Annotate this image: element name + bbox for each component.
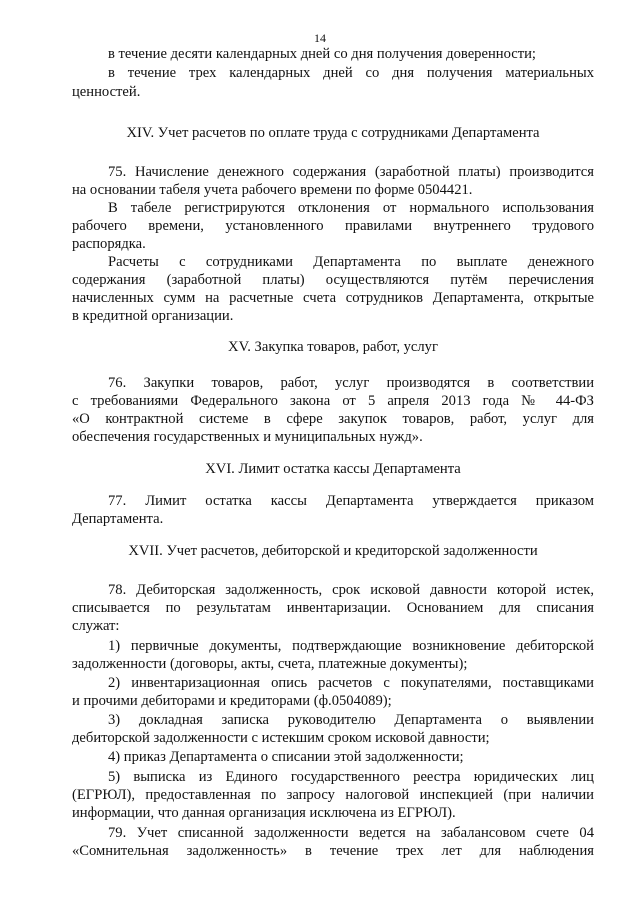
text-line: в течение десяти календарных дней со дня получения доверенности; bbox=[108, 46, 536, 62]
list-item: 1) первичные документы, подтверждающие возникновение дебиторской bbox=[108, 638, 594, 654]
text-line: начисленных сумм на расчетные счета сотрудников Департамента, открытые bbox=[72, 290, 594, 306]
text-line: содержания (заработной платы) осуществляются путём перечисления bbox=[72, 272, 594, 288]
text-line: «Сомнительная задолженность» в течение трех лет для наблюдения bbox=[72, 843, 594, 859]
text-line: на основании табеля учета рабочего времени по форме 0504421. bbox=[72, 182, 473, 198]
text-line: (ЕГРЮЛ), предоставленная по запросу налоговой инспекцией (при наличии bbox=[72, 787, 594, 803]
text-line: дебиторской задолженности с истекшим сроком исковой давности; bbox=[72, 730, 490, 746]
text-line: задолженности (договоры, акты, счета, платежные документы); bbox=[72, 656, 468, 672]
text-line: распорядка. bbox=[72, 236, 146, 252]
text-line: 78. Дебиторская задолженность, срок исковой давности которой истек, bbox=[108, 582, 594, 598]
text-line: рабочего времени, установленного правилами внутреннего трудового bbox=[72, 218, 594, 234]
text-line: и прочими дебиторами и кредиторами (ф.0504089); bbox=[72, 693, 392, 709]
section-heading-xvi: XVI. Лимит остатка кассы Департамента bbox=[205, 461, 461, 477]
text-line: с требованиями Федерального закона от 5 апреля 2013 года № 44-ФЗ bbox=[72, 393, 594, 409]
text-line: 75. Начисление денежного содержания (заработной платы) производится bbox=[108, 164, 594, 180]
text-line: ценностей. bbox=[72, 84, 141, 100]
text-line: информации, что данная организация исключена из ЕГРЮЛ). bbox=[72, 805, 456, 821]
text-line: списывается по результатам инвентаризации. Основанием для списания bbox=[72, 600, 594, 616]
page-number: 14 bbox=[314, 31, 326, 45]
text-line: 77. Лимит остатка кассы Департамента утверждается приказом bbox=[108, 493, 594, 509]
text-line: в кредитной организации. bbox=[72, 308, 234, 324]
text-line: Департамента. bbox=[72, 511, 164, 527]
text-line: 79. Учет списанной задолженности ведется на забалансовом счете 04 bbox=[108, 825, 594, 841]
text-line: обеспечения государственных и муниципальных нужд». bbox=[72, 429, 423, 445]
section-heading-xvii: XVII. Учет расчетов, дебиторской и кредиторской задолженности bbox=[128, 543, 538, 559]
text-line: «О контрактной системе в сфере закупок товаров, работ, услуг для bbox=[72, 411, 594, 427]
text-line: служат: bbox=[72, 618, 120, 634]
list-item: 4) приказ Департамента о списании этой задолженности; bbox=[108, 749, 464, 765]
text-line: в течение трех календарных дней со дня получения материальных bbox=[108, 65, 594, 81]
section-heading-xv: XV. Закупка товаров, работ, услуг bbox=[228, 339, 438, 355]
list-item: 3) докладная записка руководителю Департамента о выявлении bbox=[108, 712, 594, 728]
text-line: В табеле регистрируются отклонения от нормального использования bbox=[108, 200, 594, 216]
section-heading-xiv: XIV. Учет расчетов по оплате труда с сотрудниками Департамента bbox=[126, 125, 540, 141]
text-line: Расчеты с сотрудниками Департамента по выплате денежного bbox=[108, 254, 594, 270]
list-item: 2) инвентаризационная опись расчетов с покупателями, поставщиками bbox=[108, 675, 594, 691]
text-line: 76. Закупки товаров, работ, услуг производятся в соответствии bbox=[108, 375, 594, 391]
list-item: 5) выписка из Единого государственного реестра юридических лиц bbox=[108, 769, 594, 785]
